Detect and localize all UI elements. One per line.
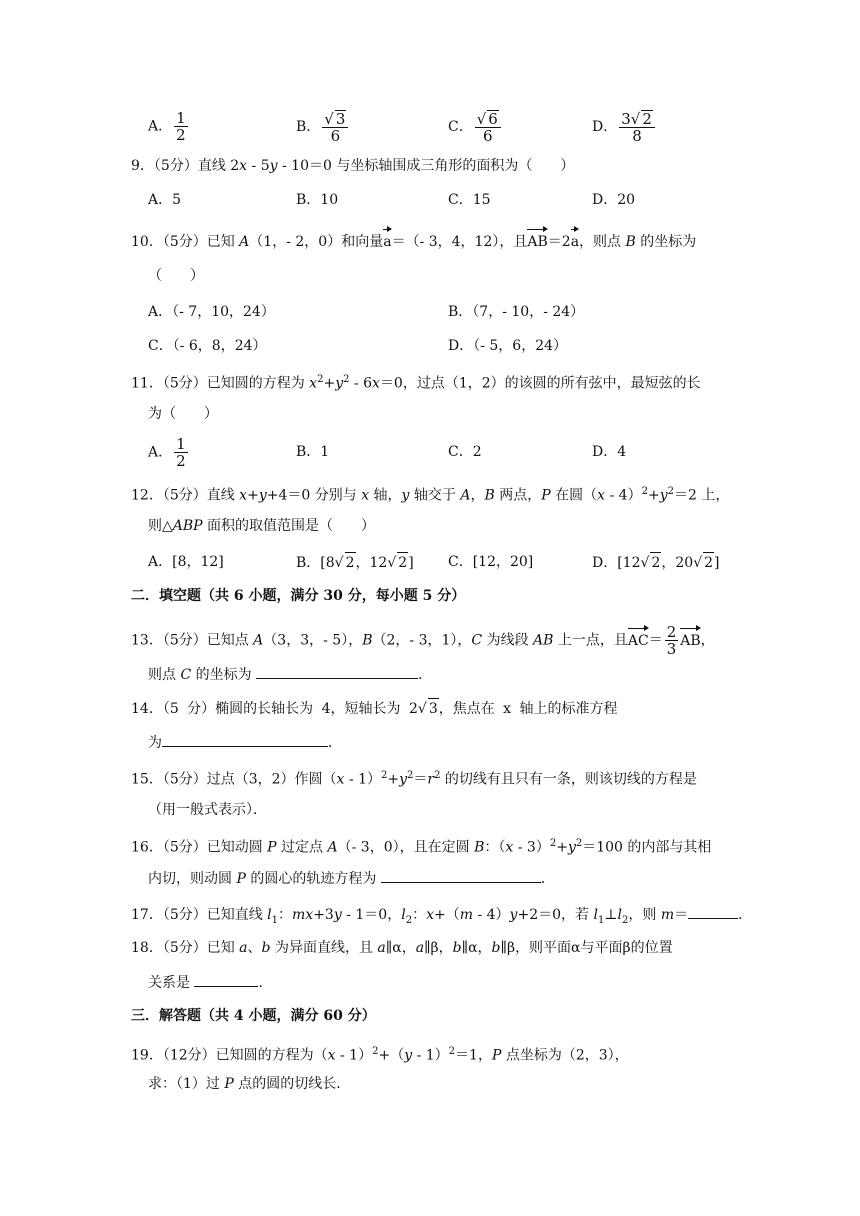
q12-option-b[interactable]: B．[8√ 2，12√ 2] xyxy=(296,552,414,573)
q12-option-a[interactable]: A．[8，12] xyxy=(148,554,224,570)
q12-stem-line2: 则△ABP 面积的取值范围是（ ） xyxy=(148,518,376,534)
fraction: $\frac{3√ 2}{8}$ xyxy=(619,110,655,144)
q9-stem: 9．（5分）直线 2x - 5y - 10＝0 与坐标轴围成三角形的面积为（ ） xyxy=(131,158,575,174)
q8-option-c[interactable]: C． $\frac{√ 6}{6}$ xyxy=(448,110,503,144)
q9-option-d[interactable]: D．20 xyxy=(592,192,636,208)
q12-stem: 12．（5分）直线 x+y+4＝0 分别与 x 轴，y 轴交于 A，B 两点，P 在圆$(x - 4)^2+y^2=2$ 上， xyxy=(131,486,730,504)
q14-stem-line2: 为 ． xyxy=(148,732,342,753)
q10-option-a[interactable]: A．（- 7，10，24） xyxy=(148,304,275,320)
q18-stem-line2: 关系是 ． xyxy=(148,972,272,993)
answer-blank[interactable] xyxy=(194,972,258,987)
fraction: $\frac{1}{2}$ xyxy=(176,435,186,470)
q16-stem-line2: 内切，则动圆 P 的圆心的轨迹方程为 ． xyxy=(148,868,555,889)
q13-stem: 13．（5分）已知点 A（3，3，- 5），B（2，- 3，1），C 为线段 AB 上一点，且AC＝ $\frac{2}{3}$ AB， xyxy=(131,623,715,658)
q11-option-c[interactable]: C．2 xyxy=(448,444,482,460)
q9-option-c[interactable]: C．15 xyxy=(448,192,491,208)
fraction: $\frac{√ 3}{6}$ xyxy=(322,110,348,144)
q8-option-b[interactable]: B． $\frac{√ 3}{6}$ xyxy=(296,110,350,144)
answer-blank[interactable] xyxy=(162,732,328,747)
q10-option-c[interactable]: C．（- 6，8，24） xyxy=(148,338,267,354)
q11-option-b[interactable]: B．1 xyxy=(296,444,330,460)
q17-stem: 17．（5分）已知直线 $l_1$：mx+3y - 1＝0，$l_2$：x+（m - 4）y+2＝0，若 $l_1\perp l_2$，则 m＝ ． xyxy=(131,904,752,931)
q10-stem: 10．（5分）已知 A（1，- 2，0）和向量a＝（- 3，4，12），且AB＝2a，则点 B 的坐标为 xyxy=(131,234,697,250)
q11-option-d[interactable]: D．4 xyxy=(592,444,627,460)
q9-option-b[interactable]: B．10 xyxy=(296,192,339,208)
q8-option-d[interactable]: D． $\frac{3√ 2}{8}$ xyxy=(592,110,657,144)
answer-blank[interactable] xyxy=(381,868,541,883)
q19-stem: 19．（12分）已知圆的方程为（x - 1）$^2$+（y - 1）$^2$＝1，P 点坐标为（2，3）， xyxy=(131,1046,629,1064)
answer-blank[interactable] xyxy=(256,664,418,679)
section-answer-title: 三．解答题（共 4 小题，满分 60 分） xyxy=(131,1008,376,1024)
q9-option-a[interactable]: A．5 xyxy=(148,192,182,208)
q19-stem-line2: 求：（1）过 P 点的圆的切线长． xyxy=(148,1076,351,1092)
q16-stem: 16．（5分）已知动圆 P 过定点 A（- 3，0），且在定圆 B：$(x - 3)^2+y^2=100$ 的内部与其相 xyxy=(131,838,712,856)
section-fill-in-title: 二．填空题（共 6 小题，满分 30 分，每小题 5 分） xyxy=(131,588,466,604)
q18-stem: 18．（5分）已知 a、b 为异面直线，且 a∥α，a∥β，b∥α，b∥β，则平面α与平面β的位置 xyxy=(131,940,673,956)
fraction: $\frac{√ 6}{6}$ xyxy=(475,110,501,144)
q11-option-a[interactable]: A． $\frac{1}{2}$ xyxy=(148,435,186,470)
q11-stem-line2: 为（ ） xyxy=(148,406,218,422)
q15-stem: 15．（5分）过点（3，2）作圆$(x - 1)^2+y^2=r^2$ 的切线有且只有一条，则该切线的方程是 xyxy=(131,770,697,788)
q12-option-d[interactable]: D．[12√ 2，20√ 2] xyxy=(592,552,720,573)
q8-option-a[interactable]: A． $\frac{1}{2}$ xyxy=(148,109,186,144)
answer-blank[interactable] xyxy=(688,904,738,919)
q13-stem-line2: 则点 C 的坐标为 ． xyxy=(148,664,432,685)
q10-option-d[interactable]: D．（- 5，6，24） xyxy=(448,338,568,354)
q14-stem: 14．（5 分）椭圆的长轴长为 4，短轴长为 2√ 3，焦点在 x 轴上的标准方程 xyxy=(131,698,618,719)
q12-option-c[interactable]: C．[12，20] xyxy=(448,554,534,570)
fraction: $\frac{2}{3}$ xyxy=(666,623,677,658)
q15-stem-line2: （用一般式表示）． xyxy=(148,802,267,818)
q11-stem: 11．（5分）已知圆的方程为 $x^2+y^2 - 6x=0$，过点（1，2）的该圆的所有弦中，最短弦的长 xyxy=(131,374,701,392)
q10-option-b[interactable]: B．（7，- 10，- 24） xyxy=(448,304,585,320)
fraction: $\frac{1}{2}$ xyxy=(176,109,186,144)
q10-stem-line2: （ ） xyxy=(148,268,204,284)
